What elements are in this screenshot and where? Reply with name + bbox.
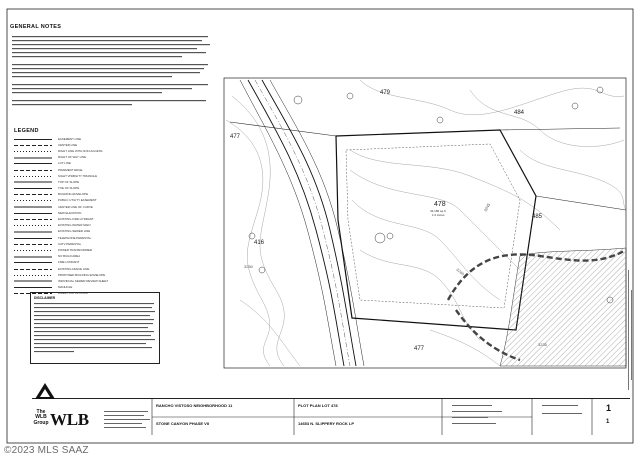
lot-478-acres: 1.0 Acres (432, 213, 445, 217)
legend-item-label: EXISTING WATER MAIN (58, 224, 91, 228)
sheet-number: 1 (606, 403, 612, 413)
contour-label-3250: 3250 (244, 264, 253, 269)
north-arrow-logo-icon (34, 382, 56, 400)
legend-item-label: INDIVIDUAL SEWER REVIEW SHEET (58, 279, 109, 283)
lot-label-416: 416 (254, 240, 265, 246)
road-centerline (255, 80, 350, 366)
legend-item-label: FIRE HYDRANT (58, 261, 80, 265)
lot-label-485: 485 (532, 214, 543, 220)
lot-label-479: 479 (380, 90, 391, 96)
legend-item-label: BUILDING ENVELOPE (58, 193, 89, 197)
lot-478-boundary (336, 130, 536, 330)
lot-478-area: 43,186 sq.ft. (430, 209, 447, 213)
sheet-total: 1 (606, 419, 610, 425)
contour-label-3235: 3235 (538, 342, 547, 347)
firm-logo: WLB (50, 410, 89, 429)
lot-label-477-south: 477 (414, 346, 425, 352)
legend-item-label: MANHOLE (58, 286, 73, 290)
building-envelope (346, 144, 520, 308)
lot-label-478: 478 (434, 201, 446, 208)
right-of-way-lines (240, 80, 364, 366)
firm-group-label: The WLB Group (33, 409, 49, 426)
legend-item-label: SIGHT VISIBILITY TRIANGLE (58, 174, 98, 178)
legend-item-label: NEW ELEVATION (58, 211, 82, 215)
legend-item-label: EXISTING FIRE HYDRANT (58, 218, 94, 222)
legend-item-label: RIGHT LINE WITH NON-ACCESS (58, 149, 103, 153)
legend-item-label: LOT LINE (58, 162, 71, 166)
firm-contact-info (104, 410, 152, 432)
legend-item-label: RIGHT OF WAY LINE (58, 156, 86, 160)
legend-item-label: POWER TRANSFORMER (58, 248, 92, 252)
contour-label-3240: 3240 (455, 266, 466, 277)
legend-item-label: TOP OF SLOPE (58, 180, 80, 184)
contour-label-3245: 3245 (482, 202, 492, 213)
project-phase: STONE CANYON PHASE VII (156, 421, 210, 426)
property-address: 14653 N. SLIPPERY ROCK LP (298, 421, 355, 426)
legend-item-label: EASEMENT LINE (58, 137, 82, 141)
legend-item-label: CATV PEDESTAL (58, 242, 82, 246)
legend-item-label: EXISTING FENCE LINE (58, 267, 90, 271)
legend-item-label: CENTER LINE (58, 143, 78, 147)
legend-item-label: CENTER LINE OF CURVE (58, 205, 93, 209)
sheet-title: PLOT PLAN LOT 478 (298, 403, 338, 408)
road-edges (248, 80, 356, 366)
legend-item-label: PUBLIC UTILITY EASEMENT (58, 199, 97, 203)
lot-label-484: 484 (514, 110, 525, 116)
side-margin-text (626, 270, 634, 400)
legend-item-label: TOE OF SLOPE (58, 187, 80, 191)
general-notes-title: GENERAL NOTES (10, 24, 62, 30)
legend-item-label: DIRECTION OF FLOW (58, 292, 88, 296)
lot-label-477-west: 477 (230, 134, 241, 140)
legend-item-label: NO BUILD AREA (58, 255, 81, 259)
legend-item-label: PAVEMENT EDGE (58, 168, 83, 172)
legend-item-label: EXISTING SEWER LINE (58, 230, 91, 234)
copyright-watermark: ©2023 MLS SAAZ (4, 445, 89, 456)
hatched-no-build-area (500, 248, 626, 366)
legend-item-label: PROPOSED BUILDING ENVELOPE (58, 273, 106, 277)
disclaimer-title: DISCLAIMER (34, 296, 56, 300)
legend-item-label: TELEPHONE PEDESTAL (58, 236, 92, 240)
legend-title: LEGEND (14, 128, 39, 134)
project-name: RANCHO VISTOSO NEIGHBORHOOD 11 (156, 403, 233, 408)
